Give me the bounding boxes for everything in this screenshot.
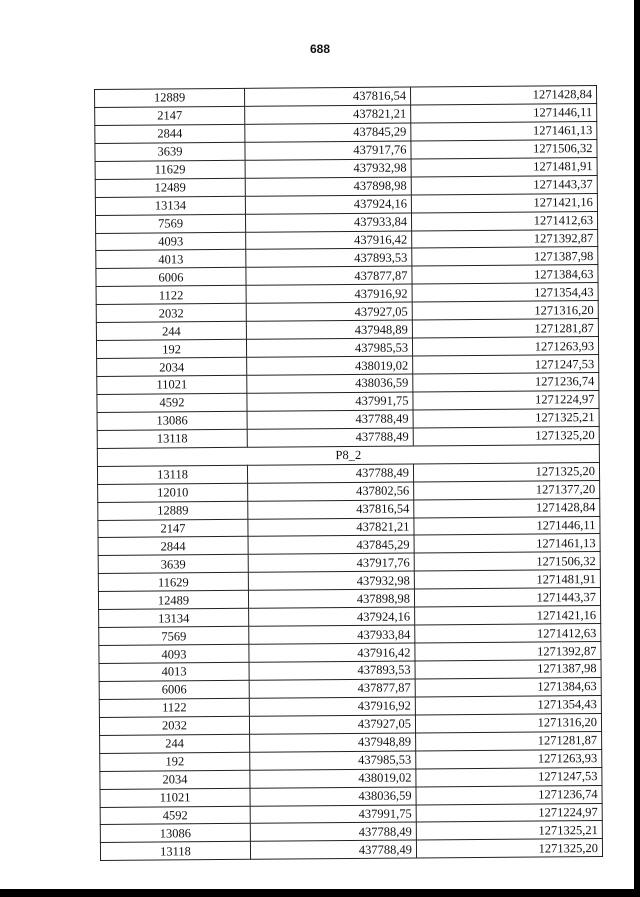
y-coordinate-cell: 1271247,53 xyxy=(413,355,599,374)
point-id-cell: 13118 xyxy=(100,842,250,861)
x-coordinate-cell: 437816,54 xyxy=(244,87,410,106)
point-id-cell: 13118 xyxy=(97,465,247,484)
x-coordinate-cell: 437948,89 xyxy=(250,733,416,752)
point-id-cell: 2034 xyxy=(97,357,247,376)
page-number: 688 xyxy=(309,42,331,56)
x-coordinate-cell: 437821,21 xyxy=(245,105,411,124)
y-coordinate-cell: 1271392,87 xyxy=(415,642,601,661)
x-coordinate-cell: 437985,53 xyxy=(246,338,412,357)
y-coordinate-cell: 1271461,13 xyxy=(411,121,597,140)
y-coordinate-cell: 1271354,43 xyxy=(415,695,601,714)
point-id-cell: 192 xyxy=(96,339,246,358)
x-coordinate-cell: 437877,87 xyxy=(246,266,412,285)
point-id-cell: 12489 xyxy=(95,178,245,197)
point-id-cell: 4592 xyxy=(100,806,250,825)
y-coordinate-cell: 1271224,97 xyxy=(413,390,599,409)
y-coordinate-cell: 1271446,11 xyxy=(411,103,597,122)
y-coordinate-cell: 1271325,21 xyxy=(413,408,599,427)
y-coordinate-cell: 1271325,20 xyxy=(413,426,599,445)
point-id-cell: 13118 xyxy=(97,429,247,448)
point-id-cell: 4592 xyxy=(97,393,247,412)
point-id-cell: 2844 xyxy=(98,537,248,556)
point-id-cell: 6006 xyxy=(96,268,246,287)
x-coordinate-cell: 437985,53 xyxy=(250,751,416,770)
y-coordinate-cell: 1271377,20 xyxy=(414,480,600,499)
y-coordinate-cell: 1271325,20 xyxy=(413,462,599,481)
x-coordinate-cell: 437917,76 xyxy=(248,553,414,572)
x-coordinate-cell: 437788,49 xyxy=(247,428,413,447)
y-coordinate-cell: 1271443,37 xyxy=(411,175,597,194)
table-row xyxy=(100,839,602,861)
x-coordinate-cell: 437924,16 xyxy=(249,607,415,626)
point-id-cell: 2147 xyxy=(98,519,248,538)
point-id-cell: 244 xyxy=(96,321,246,340)
point-id-cell: 6006 xyxy=(99,680,249,699)
point-id-cell: 11021 xyxy=(97,375,247,394)
y-coordinate-cell: 1271384,63 xyxy=(415,677,601,696)
x-coordinate-cell: 437802,56 xyxy=(248,482,414,501)
y-coordinate-cell: 1271263,93 xyxy=(416,749,602,768)
y-coordinate-cell: 1271247,53 xyxy=(416,767,602,786)
x-coordinate-cell: 438036,59 xyxy=(247,374,413,393)
x-coordinate-cell: 437927,05 xyxy=(249,715,415,734)
y-coordinate-cell: 1271481,91 xyxy=(414,570,600,589)
point-id-cell: 4093 xyxy=(99,644,249,663)
point-id-cell: 12889 xyxy=(95,88,245,107)
y-coordinate-cell: 1271421,16 xyxy=(411,193,597,212)
point-id-cell: 2034 xyxy=(100,770,250,789)
x-coordinate-cell: 438019,02 xyxy=(250,769,416,788)
point-id-cell: 4013 xyxy=(96,250,246,269)
point-id-cell: 4013 xyxy=(99,662,249,681)
point-id-cell: 2147 xyxy=(95,106,245,125)
y-coordinate-cell: 1271325,21 xyxy=(416,821,602,840)
x-coordinate-cell: 437917,76 xyxy=(245,141,411,160)
x-coordinate-cell: 437991,75 xyxy=(247,392,413,411)
point-id-cell: 192 xyxy=(100,752,250,771)
y-coordinate-cell: 1271387,98 xyxy=(412,247,598,266)
point-id-cell: 244 xyxy=(100,734,250,753)
y-coordinate-cell: 1271281,87 xyxy=(412,319,598,338)
x-coordinate-cell: 438036,59 xyxy=(250,787,416,806)
y-coordinate-cell: 1271263,93 xyxy=(412,337,598,356)
x-coordinate-cell: 437932,98 xyxy=(248,571,414,590)
coordinates-table-body xyxy=(95,86,603,861)
x-coordinate-cell: 437877,87 xyxy=(249,679,415,698)
coordinates-table xyxy=(94,85,603,861)
point-id-cell: 2032 xyxy=(99,716,249,735)
x-coordinate-cell: 437845,29 xyxy=(248,535,414,554)
x-coordinate-cell: 437927,05 xyxy=(246,302,412,321)
y-coordinate-cell: 1271316,20 xyxy=(415,713,601,732)
x-coordinate-cell: 437788,49 xyxy=(247,410,413,429)
point-id-cell: 13086 xyxy=(100,824,250,843)
point-id-cell: 12010 xyxy=(98,483,248,502)
y-coordinate-cell: 1271421,16 xyxy=(415,606,601,625)
y-coordinate-cell: 1271316,20 xyxy=(412,301,598,320)
point-id-cell: 13086 xyxy=(97,411,247,430)
x-coordinate-cell: 437924,16 xyxy=(245,195,411,214)
x-coordinate-cell: 437893,53 xyxy=(249,661,415,680)
point-id-cell: 2844 xyxy=(95,124,245,143)
x-coordinate-cell: 437933,84 xyxy=(245,213,411,232)
x-coordinate-cell: 437916,42 xyxy=(246,231,412,250)
x-coordinate-cell: 437916,42 xyxy=(249,643,415,662)
y-coordinate-cell: 1271281,87 xyxy=(416,731,602,750)
point-id-cell: 1122 xyxy=(99,698,249,717)
y-coordinate-cell: 1271506,32 xyxy=(411,139,597,158)
y-coordinate-cell: 1271387,98 xyxy=(415,660,601,679)
point-id-cell: 13134 xyxy=(99,608,249,627)
y-coordinate-cell: 1271384,63 xyxy=(412,265,598,284)
x-coordinate-cell: 437788,49 xyxy=(247,464,413,483)
y-coordinate-cell: 1271392,87 xyxy=(412,229,598,248)
y-coordinate-cell: 1271506,32 xyxy=(414,552,600,571)
point-id-cell: 3639 xyxy=(98,555,248,574)
y-coordinate-cell: 1271224,97 xyxy=(416,803,602,822)
y-coordinate-cell: 1271461,13 xyxy=(414,534,600,553)
y-coordinate-cell: 1271412,63 xyxy=(411,211,597,230)
x-coordinate-cell: 437933,84 xyxy=(249,625,415,644)
x-coordinate-cell: 437788,49 xyxy=(250,822,416,841)
y-coordinate-cell: 1271481,91 xyxy=(411,157,597,176)
y-coordinate-cell: 1271446,11 xyxy=(414,516,600,535)
point-id-cell: 11629 xyxy=(95,160,245,179)
x-coordinate-cell: 437821,21 xyxy=(248,518,414,537)
x-coordinate-cell: 437898,98 xyxy=(248,589,414,608)
y-coordinate-cell: 1271443,37 xyxy=(414,588,600,607)
y-coordinate-cell: 1271428,84 xyxy=(414,498,600,517)
x-coordinate-cell: 438019,02 xyxy=(247,356,413,375)
x-coordinate-cell: 437991,75 xyxy=(250,804,416,823)
x-coordinate-cell: 437948,89 xyxy=(246,320,412,339)
point-id-cell: 4093 xyxy=(96,232,246,251)
x-coordinate-cell: 437788,49 xyxy=(250,840,416,859)
section-label: P8_2 xyxy=(97,444,599,466)
x-coordinate-cell: 437816,54 xyxy=(248,500,414,519)
point-id-cell: 11021 xyxy=(100,788,250,807)
y-coordinate-cell: 1271236,74 xyxy=(416,785,602,804)
x-coordinate-cell: 437893,53 xyxy=(246,248,412,267)
point-id-cell: 12489 xyxy=(98,591,248,610)
point-id-cell: 11629 xyxy=(98,573,248,592)
point-id-cell: 7569 xyxy=(95,214,245,233)
point-id-cell: 13134 xyxy=(95,196,245,215)
x-coordinate-cell: 437898,98 xyxy=(245,177,411,196)
y-coordinate-cell: 1271412,63 xyxy=(415,624,601,643)
y-coordinate-cell: 1271354,43 xyxy=(412,283,598,302)
point-id-cell: 1122 xyxy=(96,286,246,305)
point-id-cell: 3639 xyxy=(95,142,245,161)
y-coordinate-cell: 1271236,74 xyxy=(413,373,599,392)
x-coordinate-cell: 437916,92 xyxy=(249,697,415,716)
x-coordinate-cell: 437845,29 xyxy=(245,123,411,142)
point-id-cell: 7569 xyxy=(99,626,249,645)
point-id-cell: 12889 xyxy=(98,501,248,520)
y-coordinate-cell: 1271428,84 xyxy=(410,86,596,105)
point-id-cell: 2032 xyxy=(96,304,246,323)
x-coordinate-cell: 437916,92 xyxy=(246,284,412,303)
y-coordinate-cell: 1271325,20 xyxy=(416,839,602,858)
x-coordinate-cell: 437932,98 xyxy=(245,159,411,178)
